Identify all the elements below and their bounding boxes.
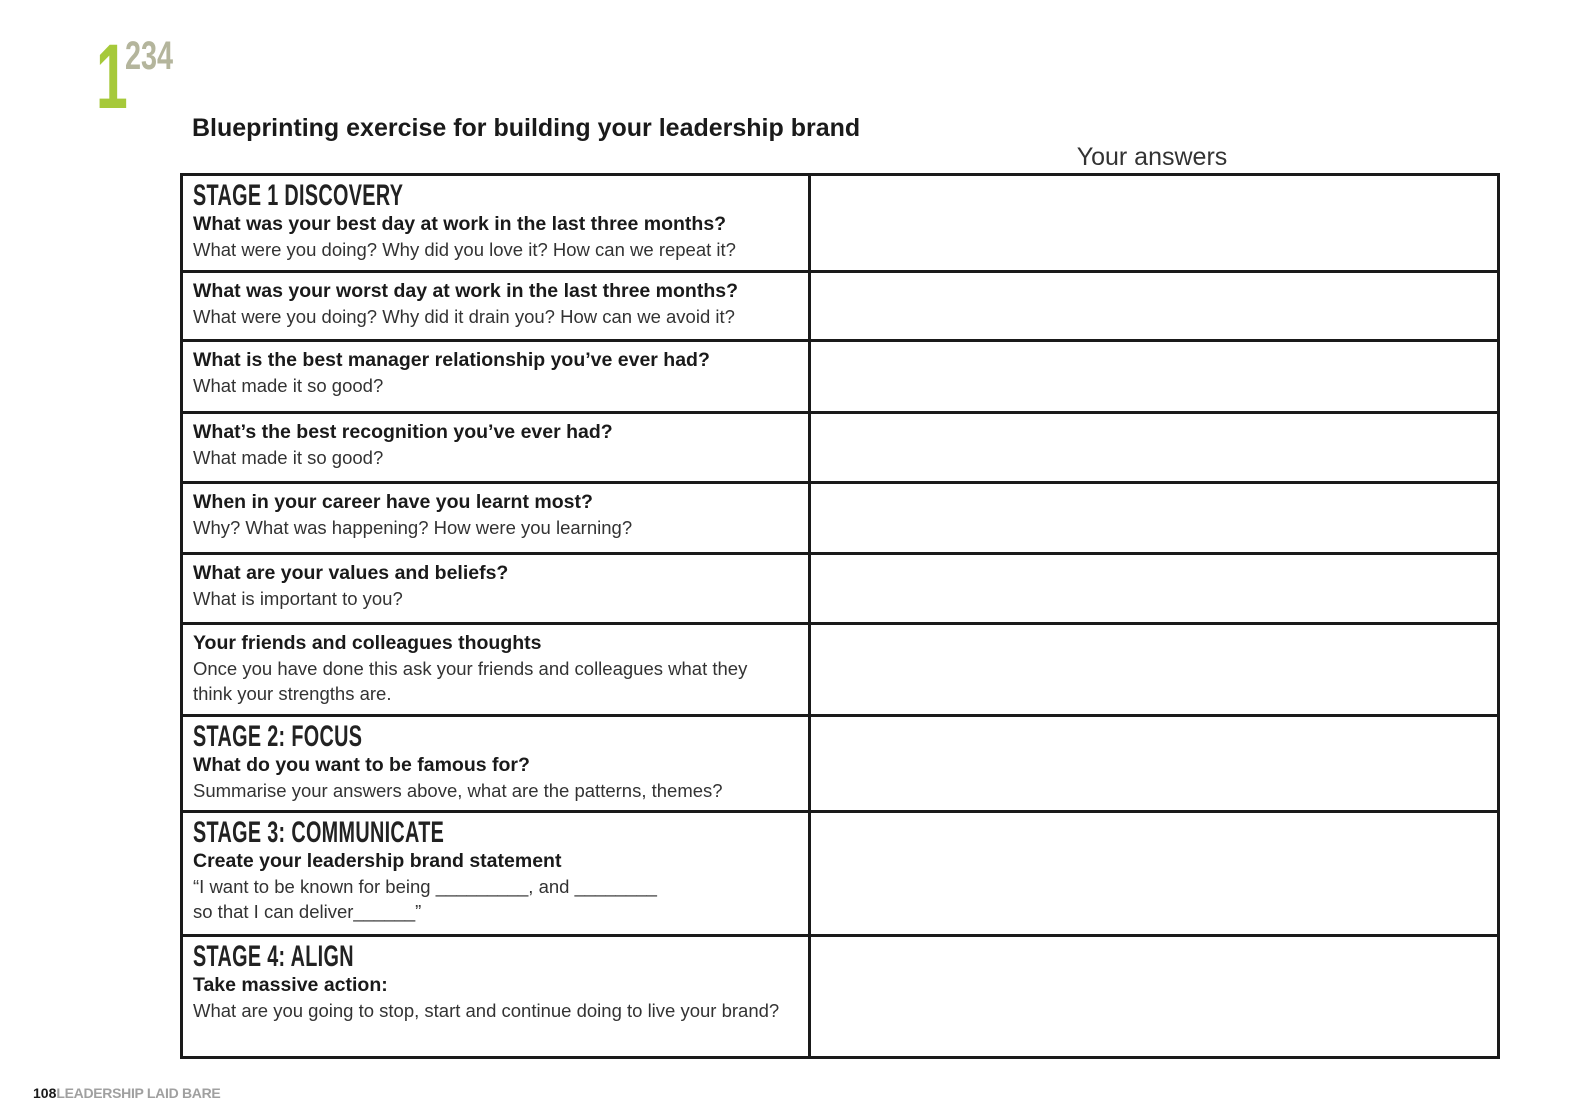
- question-detail: What are you going to stop, start and continue doing to live your brand?: [193, 1000, 780, 1021]
- worksheet-row: [182, 936, 1499, 1058]
- answer-cell[interactable]: [810, 483, 1499, 554]
- question-detail: What were you doing? Why did it drain you? How can we avoid it?: [193, 306, 735, 327]
- question-cell: [182, 624, 810, 716]
- worksheet-row: [182, 483, 1499, 554]
- answers-column-heading: Your answers: [1076, 143, 1228, 171]
- question-cell: [182, 812, 810, 936]
- question-detail: What made it so good?: [193, 375, 384, 396]
- question-detail: Why? What was happening? How were you learning?: [193, 517, 633, 538]
- worksheet-row: [182, 812, 1499, 936]
- question-title: What was your worst day at work in the last three months?: [193, 280, 739, 302]
- question-title: What was your best day at work in the last three months?: [193, 213, 727, 235]
- answer-cell[interactable]: [810, 936, 1499, 1058]
- answer-cell[interactable]: [810, 624, 1499, 716]
- question-cell: [182, 341, 810, 413]
- question-title: Create your leadership brand statement: [193, 850, 562, 872]
- page-footer: [33, 1085, 220, 1101]
- worksheet-row: [182, 272, 1499, 341]
- question-detail: Once you have done this ask your friends and colleagues what they think your strengths are.: [193, 658, 748, 704]
- answer-cell[interactable]: [810, 272, 1499, 341]
- question-detail: What is important to you?: [193, 588, 403, 609]
- question-title: Take massive action:: [193, 974, 388, 996]
- question-title: What is the best manager relationship you’ve ever had?: [193, 349, 710, 371]
- question-detail: What were you doing? Why did you love it? How can we repeat it?: [193, 239, 736, 260]
- question-detail: “I want to be known for being _________, and ________ so that I can deliver______”: [193, 876, 657, 922]
- chapter-marker: [96, 26, 216, 128]
- page-title: Blueprinting exercise for building your leadership brand: [192, 114, 861, 142]
- blueprint-worksheet-table: [180, 173, 1500, 1059]
- answer-cell[interactable]: [810, 341, 1499, 413]
- chapter-other-numbers: 234: [125, 34, 174, 78]
- page-number: 108: [33, 1085, 57, 1101]
- question-cell: [182, 272, 810, 341]
- stage-heading: STAGE 2: FOCUS: [193, 720, 363, 753]
- worksheet-row: [182, 624, 1499, 716]
- stage-heading: STAGE 1 DISCOVERY: [193, 179, 404, 212]
- worksheet-row: [182, 413, 1499, 483]
- question-cell: [182, 413, 810, 483]
- question-cell: [182, 716, 810, 812]
- question-cell: [182, 175, 810, 272]
- answer-cell[interactable]: [810, 413, 1499, 483]
- question-title: When in your career have you learnt most?: [193, 491, 593, 513]
- answer-cell[interactable]: [810, 716, 1499, 812]
- question-cell: [182, 483, 810, 554]
- worksheet-row: [182, 554, 1499, 624]
- question-cell: [182, 936, 810, 1058]
- answer-cell[interactable]: [810, 812, 1499, 936]
- worksheet-row: [182, 175, 1499, 272]
- answer-cell[interactable]: [810, 554, 1499, 624]
- stage-heading: STAGE 3: COMMUNICATE: [193, 816, 445, 849]
- question-detail: What made it so good?: [193, 447, 384, 468]
- question-title: Your friends and colleagues thoughts: [193, 632, 542, 654]
- question-cell: [182, 554, 810, 624]
- book-title: LEADERSHIP LAID BARE: [56, 1085, 221, 1101]
- question-detail: Summarise your answers above, what are the patterns, themes?: [193, 780, 723, 801]
- question-title: What’s the best recognition you’ve ever had?: [193, 421, 613, 443]
- worksheet-row: [182, 716, 1499, 812]
- question-title: What do you want to be famous for?: [193, 754, 530, 776]
- worksheet-row: [182, 341, 1499, 413]
- answer-cell[interactable]: [810, 175, 1499, 272]
- question-title: What are your values and beliefs?: [193, 562, 509, 584]
- chapter-current-number: 1: [96, 26, 126, 128]
- stage-heading: STAGE 4: ALIGN: [193, 940, 354, 973]
